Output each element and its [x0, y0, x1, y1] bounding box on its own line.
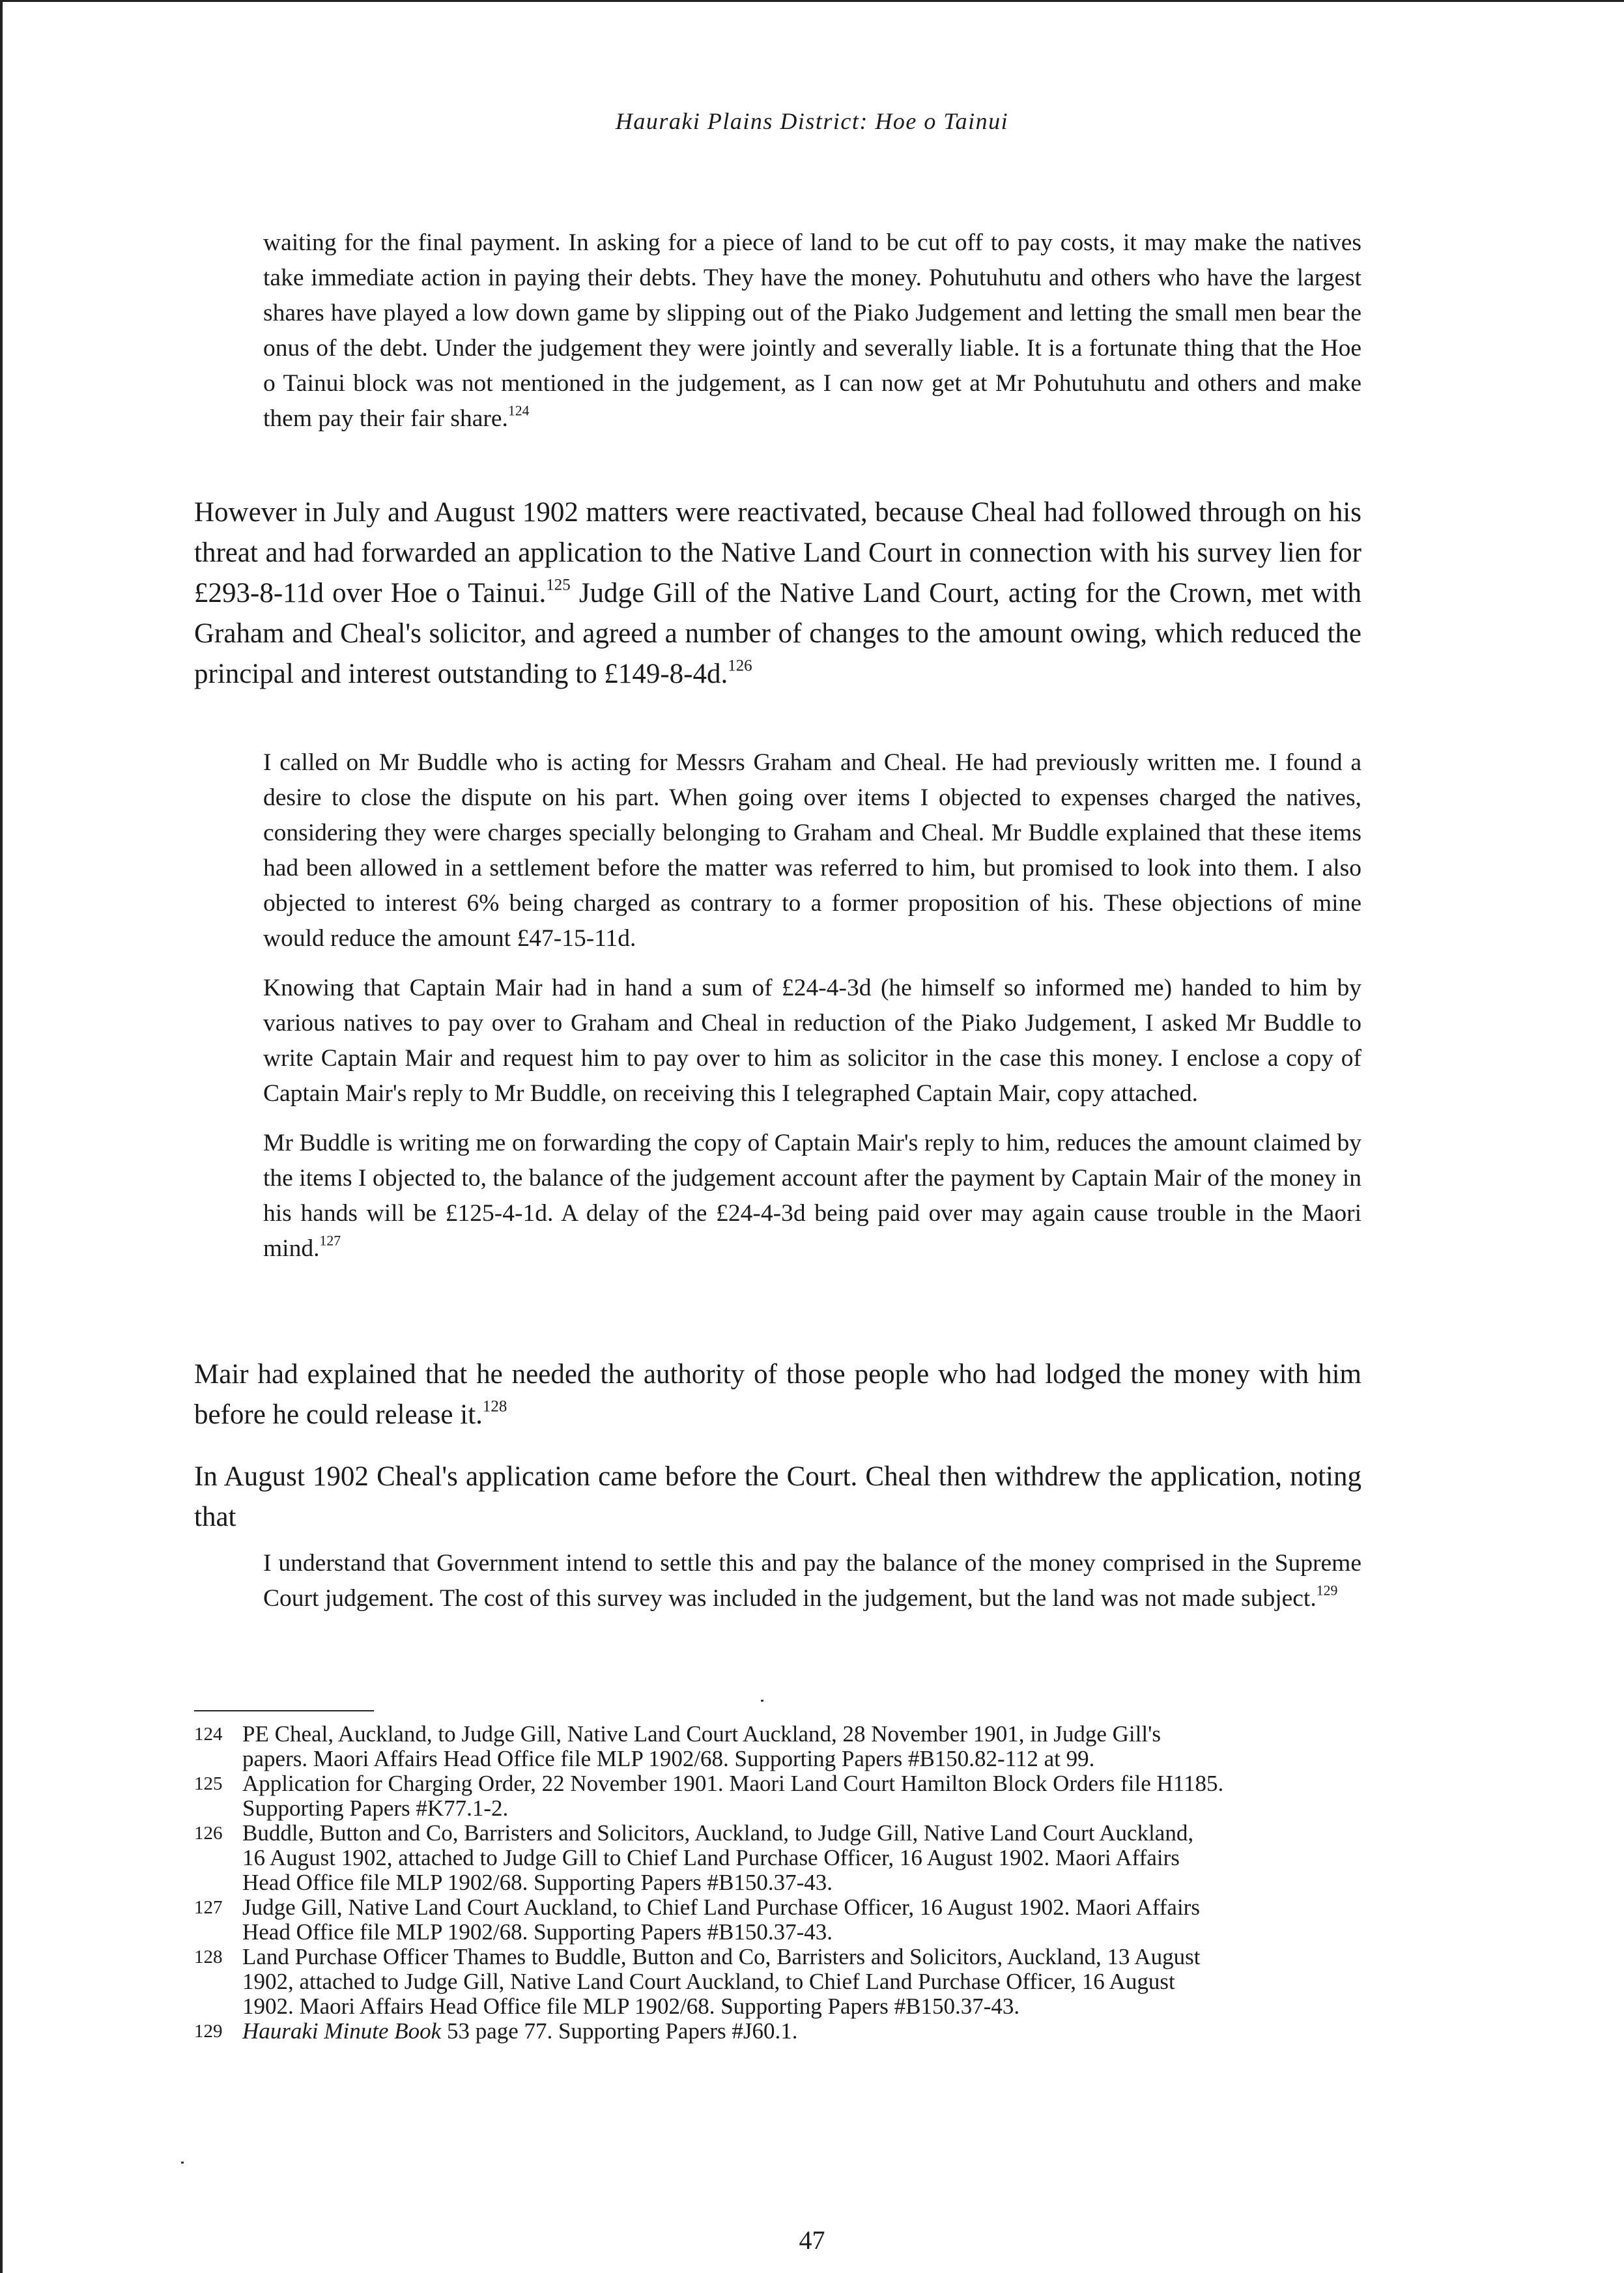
footnote-ref[interactable]: 129	[1316, 1582, 1338, 1599]
footnote-ref[interactable]: 128	[482, 1397, 507, 1416]
body-paragraph-1	[194, 493, 1361, 694]
page-top-edge	[0, 0, 1624, 2]
scan-speck	[181, 2162, 184, 2164]
footnote-item	[194, 1945, 1399, 2019]
footnote-line: 16 August 1902, attached to Judge Gill to Chief Land Purchase Officer, 16 August 1902. Maori Affairs	[242, 1845, 1180, 1870]
footnote-line: Supporting Papers #K77.1-2.	[242, 1795, 509, 1821]
footnote-line: Buddle, Button and Co, Barristers and Solicitors, Auckland, to Judge Gill, Native Land Court Auckland,	[242, 1820, 1194, 1846]
footnote-ref[interactable]: 127	[319, 1233, 341, 1249]
body-text: Judge Gill of the Native Land Court, acting for the Crown, met with Graham and Cheal's solicitor, and agreed a number of changes to the amount owing, which reduced the principal and interest outstanding to £149-8-4d.	[194, 578, 1361, 689]
footnote-line: 1902, attached to Judge Gill, Native Land Court Auckland, to Chief Land Purchase Officer, 16 August	[242, 1969, 1175, 1994]
block-quote-1	[263, 225, 1361, 451]
footnote-item	[194, 1821, 1399, 1895]
block-quote-3	[263, 1546, 1361, 1631]
footnote-number: 125	[194, 1773, 223, 1794]
footnote-ref[interactable]: 124	[507, 403, 530, 419]
running-header: Hauraki Plains District: Hoe o Tainui	[615, 108, 1009, 134]
footnote-separator	[194, 1710, 374, 1711]
body-text: Mair had explained that he needed the authority of those people who had lodged the money with him before he could release it.	[194, 1359, 1361, 1430]
footnote-ref[interactable]: 126	[728, 657, 752, 675]
quote-text: waiting for the final payment. In asking for a piece of land to be cut off to pay costs, it may make the natives take immediate action in paying their debts. They have the money. Pohutuhutu and others who have the largest shares have played a low down game by slipping out of the Piako Judgement and letting the small men bear the onus of the debt. Under the judgement they were jointly and severally liable. It is a fortunate thing that the Hoe o Tainui block was not mentioned in the judgement, as I can now get at Mr Pohutuhutu and others and make them pay their fair share.	[263, 229, 1361, 432]
quote-paragraph: I called on Mr Buddle who is acting for Messrs Graham and Cheal. He had previously written me. I found a desire to close the dispute on his part. When going over items I objected to expenses charged the natives, considering they were charges specially belonging to Graham and Cheal. Mr Buddle explained that these items had been allowed in a settlement before the matter was referred to him, but promised to look into them. I also objected to interest 6% being charged as contrary to a former proposition of his. These objections of mine would reduce the amount £47-15-11d.	[263, 749, 1361, 952]
footnote-number: 129	[194, 2021, 223, 2042]
quote-paragraph	[263, 1546, 1361, 1616]
block-quote-2	[263, 745, 1361, 1281]
footnotes	[194, 1722, 1399, 2044]
footnote-line: Judge Gill, Native Land Court Auckland, to Chief Land Purchase Officer, 16 August 1902. Maori Affairs	[242, 1894, 1200, 1920]
footnote-source-title: Hauraki Minute Book	[242, 2018, 442, 2044]
body-paragraph-3	[194, 1457, 1361, 1537]
quote-text: Mr Buddle is writing me on forwarding the copy of Captain Mair's reply to him, reduces the amount claimed by the items I objected to, the balance of the judgement account after the payment by Captain Mair of the money in his hands will be £125-4-1d. A delay of the £24-4-3d being paid over may again cause trouble in the Maori mind.	[263, 1130, 1361, 1262]
quote-paragraph: Knowing that Captain Mair had in hand a sum of £24-4-3d (he himself so informed me) handed to him by various natives to pay over to Graham and Cheal in reduction of the Piako Judgement, I asked Mr Buddle to write Captain Mair and request him to pay over to him as solicitor in the case this money. I enclose a copy of Captain Mair's reply to Mr Buddle, on receiving this I telegraphed Captain Mair, copy attached.	[263, 975, 1361, 1107]
footnote-item	[194, 2019, 1399, 2044]
footnote-ref[interactable]: 125	[546, 576, 571, 594]
quote-paragraph	[263, 1126, 1361, 1266]
footnote-line: Head Office file MLP 1902/68. Supporting Papers #B150.37-43.	[242, 1870, 833, 1895]
footnote-number: 127	[194, 1897, 223, 1918]
footnote-line: 1902. Maori Affairs Head Office file MLP 1902/68. Supporting Papers #B150.37-43.	[242, 1994, 1020, 2019]
scan-speck	[761, 1700, 763, 1702]
footnote-item	[194, 1722, 1399, 1771]
quote-text: I understand that Government intend to settle this and pay the balance of the money comprised in the Supreme Court judgement. The cost of this survey was included in the judgement, but the land was not made subject.	[263, 1550, 1361, 1612]
body-paragraph-2	[194, 1354, 1361, 1435]
footnote-line: Land Purchase Officer Thames to Buddle, Button and Co, Barristers and Solicitors, Auckland, 13 August	[242, 1944, 1201, 1969]
footnote-line: Application for Charging Order, 22 November 1901. Maori Land Court Hamilton Block Orders file H1185.	[242, 1771, 1224, 1796]
footnote-item	[194, 1771, 1399, 1821]
footnote-text: 53 page 77. Supporting Papers #J60.1.	[441, 2018, 798, 2044]
footnote-line: PE Cheal, Auckland, to Judge Gill, Native Land Court Auckland, 28 November 1901, in Judge Gill's	[242, 1721, 1161, 1747]
footnote-line: Head Office file MLP 1902/68. Supporting Papers #B150.37-43.	[242, 1919, 833, 1945]
page-number: 47	[799, 2225, 825, 2255]
footnote-number: 128	[194, 1947, 223, 1967]
footnote-line: papers. Maori Affairs Head Office file MLP 1902/68. Supporting Papers #B150.82-112 at 99.	[242, 1746, 1095, 1771]
page-left-edge	[0, 0, 3, 2273]
body-text: However in July and August 1902 matters were reactivated, because Cheal had followed through on his threat and had forwarded an application to the Native Land Court in connection with his survey lien for £293-8-11d over Hoe o Tainui.	[194, 497, 1361, 608]
footnote-number: 124	[194, 1724, 223, 1745]
quote-paragraph	[263, 225, 1361, 436]
footnote-number: 126	[194, 1823, 223, 1844]
body-text: In August 1902 Cheal's application came before the Court. Cheal then withdrew the application, noting that	[194, 1461, 1361, 1532]
footnote-item	[194, 1895, 1399, 1945]
